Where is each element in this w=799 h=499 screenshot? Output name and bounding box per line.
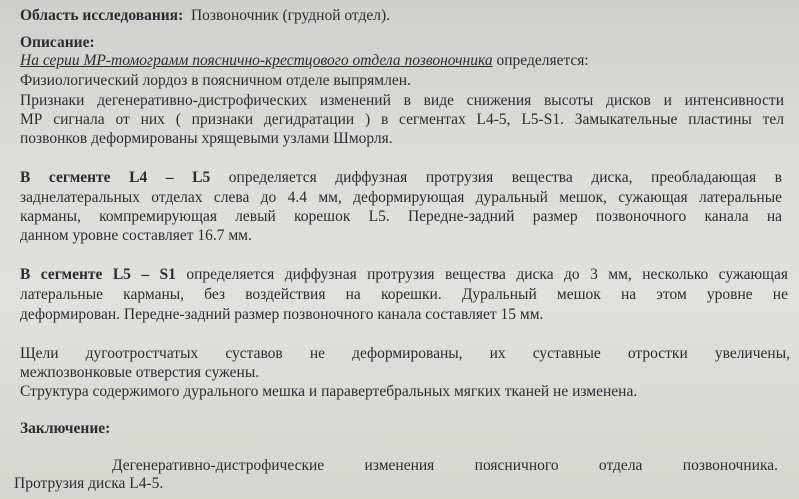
description-line-4: позвонков деформированы хрящевыми узлами Шморля. (20, 130, 393, 147)
study-area-line (20, 6, 390, 25)
description-line-2: Признаки дегенеративно-дистрофических изменений в виде снижения высоты дисков и интенсивности (20, 92, 784, 109)
conclusion-line-2: Протрузия диска L4-5. (14, 475, 164, 492)
l5s1-line-1 (20, 265, 788, 284)
study-area-value: Позвоночник (грудной отдел). (190, 7, 391, 24)
l4l5-line-1-rest: определяется диффузная протрузия вещества диска, преобладающая в (210, 169, 782, 186)
description-intro-underlined: На серии МР-томограмм пояснично-крестцового отдела позвоночника (20, 52, 493, 69)
l4l5-line-1 (20, 168, 782, 187)
l4l5-line-4: данном уровне составляет 16.7 мм. (20, 227, 252, 244)
description-heading: Описание: (20, 34, 95, 51)
joints-line-2: межпозвонковые отверстия сужены. (20, 364, 260, 381)
joints-line-3: Структура содержимого дурального мешка и паравертебральных мягких тканей не изменена. (20, 383, 638, 400)
l5s1-line-3: деформирован. Передне-задний размер позвоночного канала составляет 15 мм. (20, 306, 544, 323)
l4l5-label: В сегменте L4 – L5 (20, 169, 211, 186)
l5s1-line-1-rest: определяется диффузная протрузия вещества диска до 3 мм, несколько сужающая (175, 266, 788, 283)
description-intro (20, 51, 589, 70)
description-line-3: МР сигнала от них ( признаки дегидратации ) в сегментах L4-5, L5-S1. Замыкательные пластины тел (20, 111, 784, 128)
l5s1-label: В сегменте L5 – S1 (20, 266, 176, 283)
conclusion-line-1: Дегенеративно-дистрофические изменения поясничного отдела позвоночника. (112, 457, 778, 474)
l4l5-line-3: карманы, компремирующая левый корешок L5. Передне-задний размер позвоночного канала на (20, 208, 782, 225)
conclusion-heading: Заключение: (20, 420, 111, 437)
description-intro-rest: определяется: (492, 52, 589, 69)
l5s1-line-2: латеральные карманы, без воздействия на корешки. Дуральный мешок на этом уровне не (20, 286, 788, 303)
study-area-label: Область исследования: (20, 7, 184, 24)
joints-line-1: Щели дугоотростчатых суставов не деформированы, их суставные отростки увеличены, (20, 345, 790, 362)
description-line-1: Физиологический лордоз в поясничном отделе выпрямлен. (20, 72, 411, 89)
l4l5-line-2: заднелатеральных отделах слева до 4.4 мм, деформирующая дуральный мешок, сужающая латеральные (20, 189, 782, 206)
